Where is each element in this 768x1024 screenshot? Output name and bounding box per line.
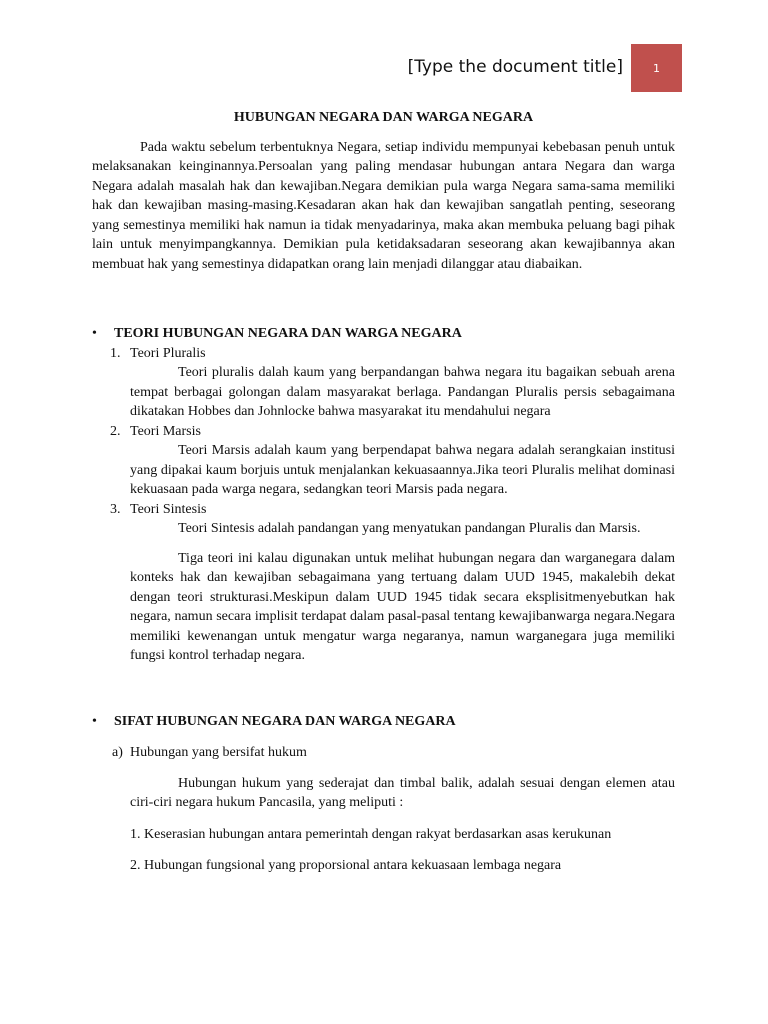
list-item [92, 422, 675, 442]
list-number: 3. [110, 501, 121, 517]
intro-paragraph: Pada waktu sebelum terbentuknya Negara, setiap individu mempunyai kebebasan penuh untuk melaksanakan keinginannya.Persoalan yang paling mendasar hubungan antara Negara dan warga Negara adalah masalah hak dan kewajiban.Negara demikian pula warga Negara sama-sama memiliki hak dan kewajiban masing-masing.Kesadaran akan hak dan kewajiban sangatlah penting, seseorang yang semestinya memiliki hak namun ia tidak menyadarinya, maka akan membuka peluang bagi pihak lain untuk menyimpangkannya. Demikian pula ketidaksadaran seseorang akan kewajibannya akan membuat hak yang semestinya didapatkan orang lain menjadi dilanggar atau diabaikan. [92, 139, 675, 272]
bullet-icon: • [92, 326, 97, 341]
list-item-label: Teori Sintesis [130, 501, 207, 517]
list-item-label: Teori Marsis [130, 423, 201, 439]
page-number: 1 [653, 61, 660, 75]
summary-paragraph: Tiga teori ini kalau digunakan untuk melihat hubungan negara dan warganegara dalam konteks hak dan kewajiban sebagaimana yang tertuang dalam UUD 1945, makalebih dekat dengan teori strukturasi.Meskipun dalam UUD 1945 tidak secara eksplisitmenyebutkan hak negara, namun secara implisit terdapat dalam pasal-pasal tentang kewajibanwarga negara.Negara memiliki kewenangan untuk mengatur warga negaranya, namun warganegara juga memiliki fungsi kontrol terhadap negara. [130, 550, 675, 663]
theory-description: Teori Marsis adalah kaum yang berpendapat bahwa negara adalah serangkaian institusi yang dipakai kaum borjuis untuk menjalankan kekuasaannya.Jika teori Pluralis melihat dominasi kekuasaan pada warga negara, sedangkan teori Marsis pada negara. [130, 443, 675, 497]
list-number: 1. [110, 345, 121, 361]
page-title: HUBUNGAN NEGARA DAN WARGA NEGARA [233, 110, 534, 125]
bullet-icon: • [92, 713, 97, 729]
page-header [0, 0, 768, 100]
page-number-badge [631, 44, 682, 92]
list-item [92, 344, 675, 364]
list-item [92, 743, 675, 763]
point-one: 1. Keserasian hubungan antara pemerintah dengan rakyat berdasarkan asas kerukunan [130, 826, 612, 842]
document-body [92, 108, 675, 876]
list-item-label: Teori Pluralis [130, 345, 206, 361]
section-heading-sifat [92, 712, 675, 732]
list-item-label: Hubungan yang bersifat hukum [130, 745, 307, 760]
list-item [92, 500, 675, 520]
law-relation-paragraph: Hubungan hukum yang sederajat dan timbal balik, adalah sesuai dengan elemen atau ciri-ciri negara hukum Pancasila, yang meliputi : [130, 775, 675, 810]
section-heading-text: SIFAT HUBUNGAN NEGARA DAN WARGA NEGARA [114, 713, 456, 729]
section-heading-text: TEORI HUBUNGAN NEGARA DAN WARGA NEGARA [114, 326, 462, 341]
point-two: 2. Hubungan fungsional yang proporsional antara kekuasaan lembaga negara [130, 858, 562, 873]
section-heading-teori [92, 324, 675, 344]
list-letter: a) [112, 745, 123, 760]
theory-description: Teori Sintesis adalah pandangan yang menyatukan pandangan Pluralis dan Marsis. [178, 521, 641, 536]
document-title[interactable]: [Type the document title] [407, 57, 623, 77]
list-number: 2. [110, 423, 121, 439]
theory-description: Teori pluralis dalah kaum yang berpandangan bahwa negara itu bagaikan sebuah arena tempat berbagai golongan dalam masyarakat berlaga. Pandangan Pluralis persis sebagaimana dikatakan Hobbes dan Johnlocke bahwa masyarakat itu mendahului negara [130, 365, 675, 419]
